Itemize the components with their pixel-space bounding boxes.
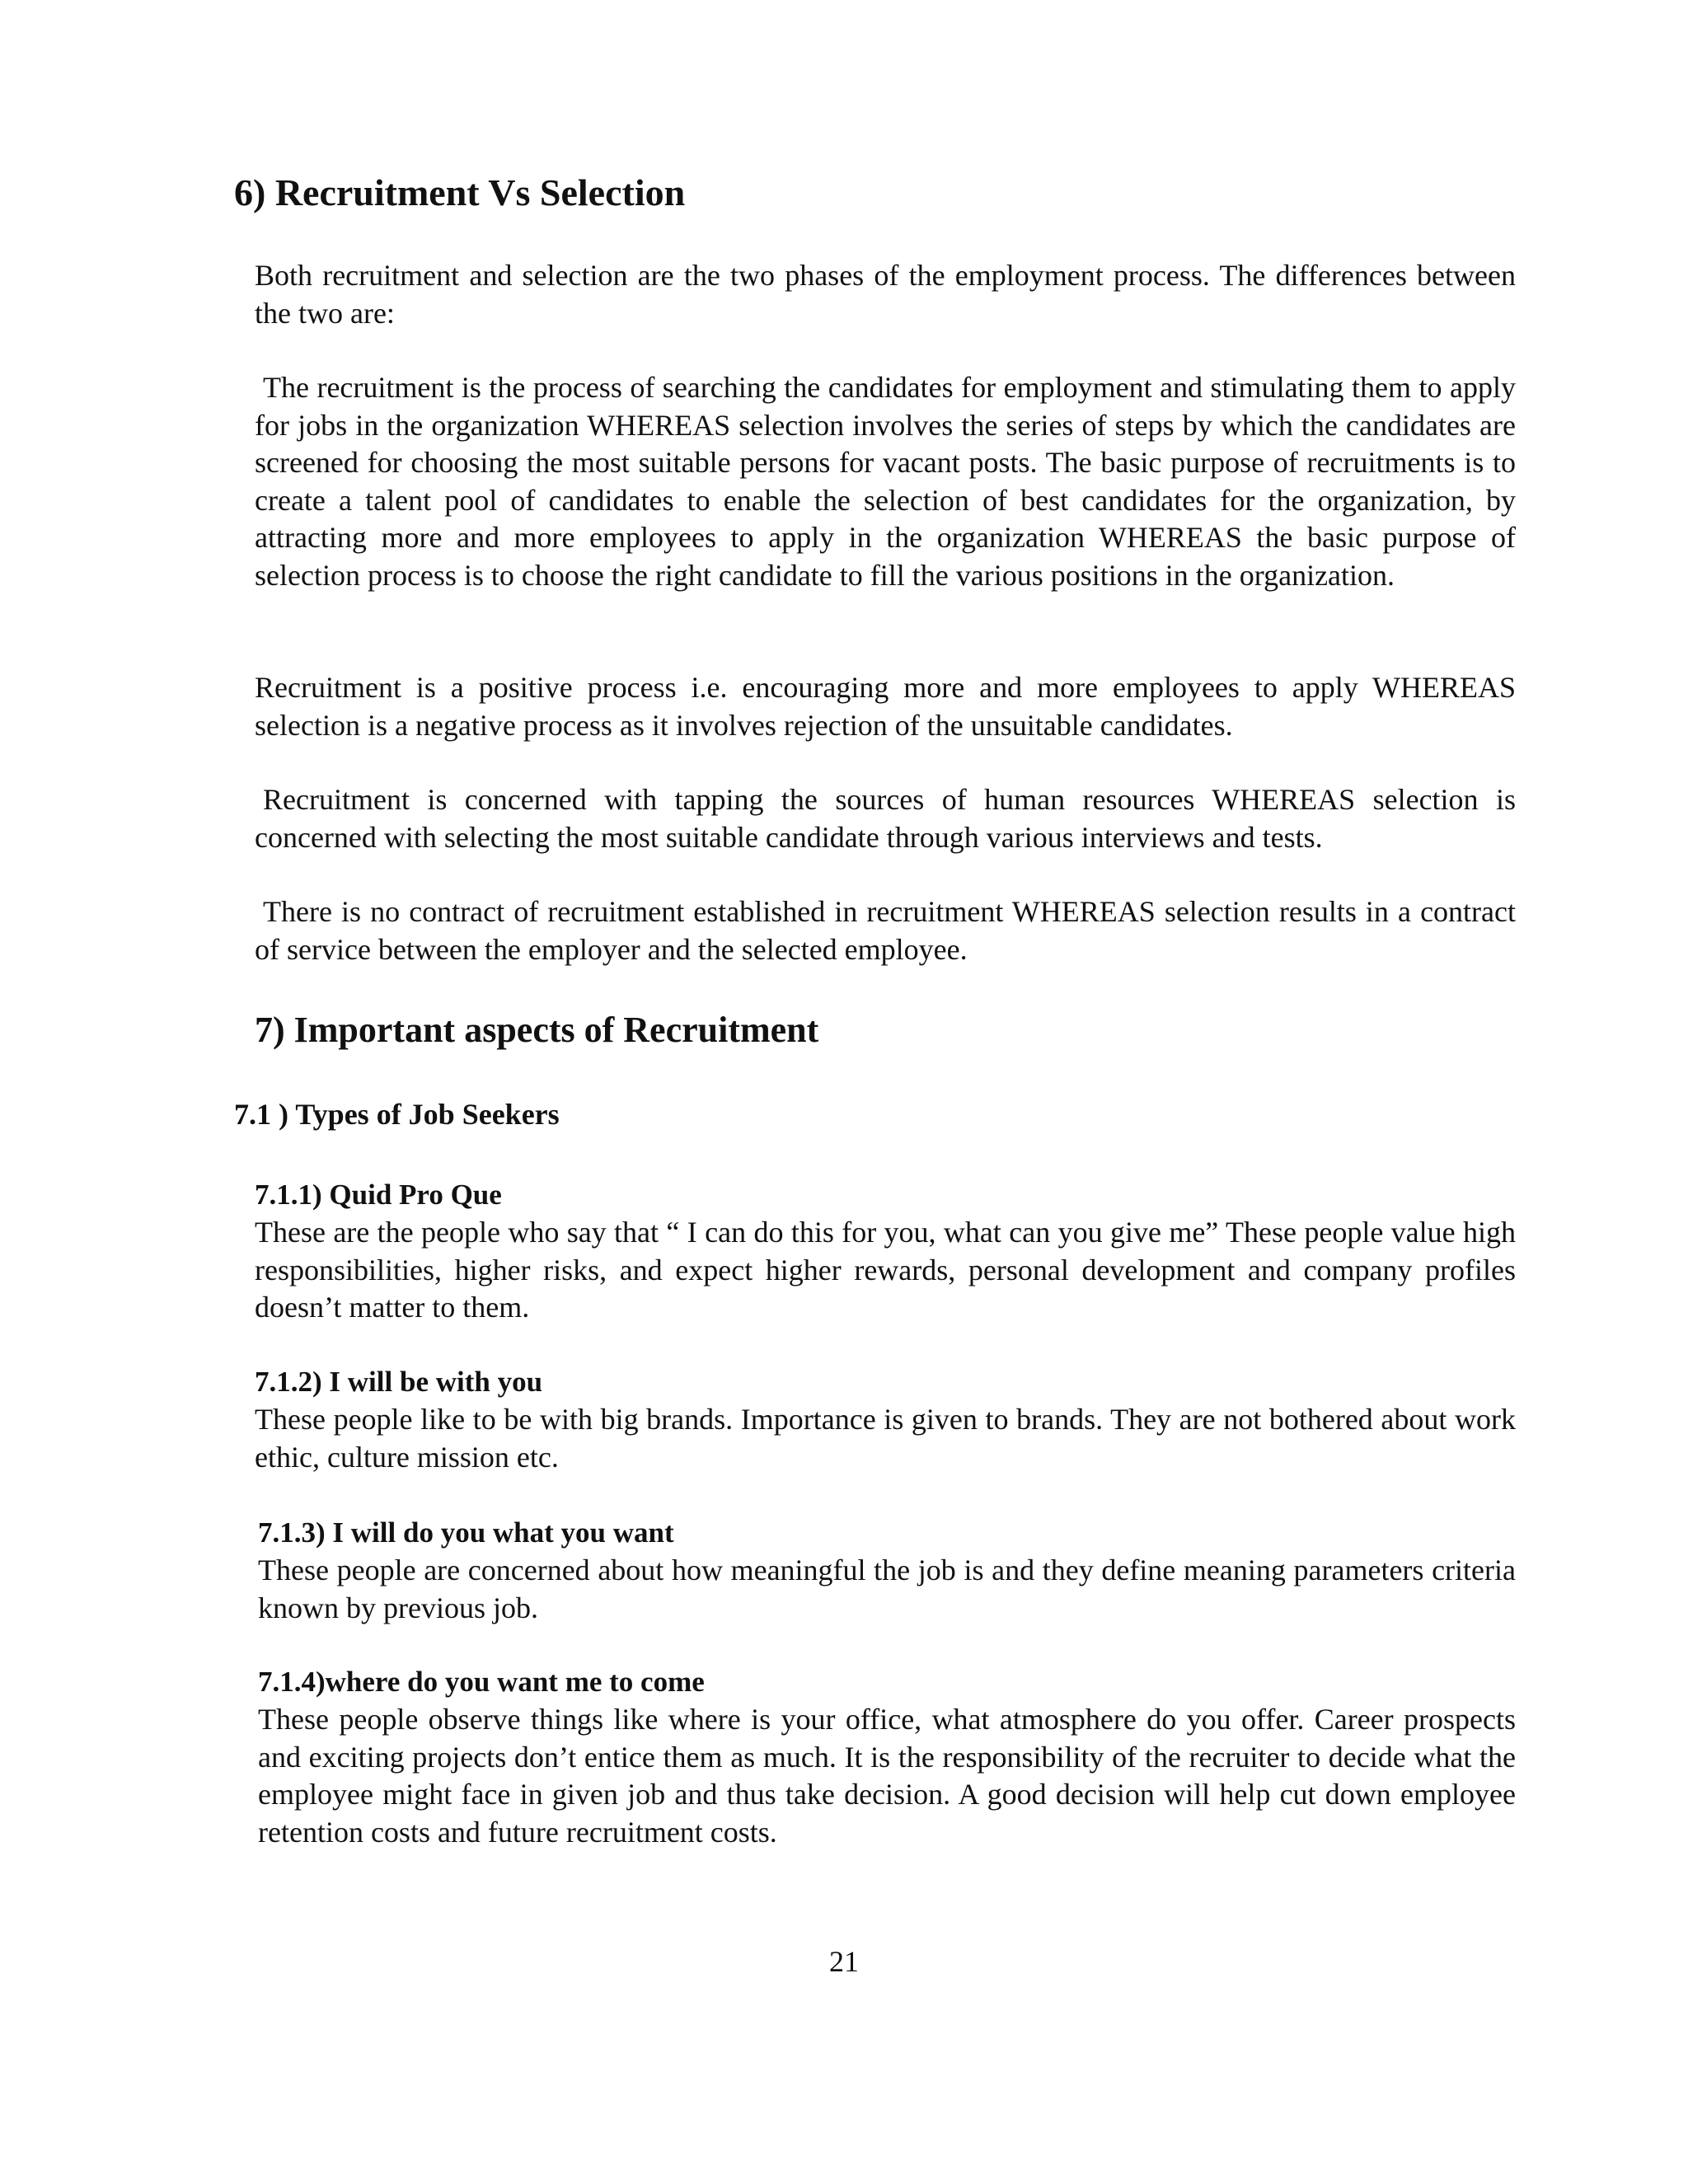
item-7-1-1-heading: 7.1.1) Quid Pro Que <box>255 1179 502 1211</box>
item-7-1-4-heading: 7.1.4)where do you want me to come <box>258 1666 705 1698</box>
section-6-intro-paragraph: Both recruitment and selection are the two phases of the employment process. The differences between the two are: <box>255 259 1516 330</box>
section-6-paragraph-contract: There is no contract of recruitment established in recruitment WHEREAS selection results in a contract of service between the employer and the selected employee. <box>255 895 1516 966</box>
item-7-1-3-heading: 7.1.3) I will do you what you want <box>258 1516 674 1549</box>
section-6-paragraph-process: The recruitment is the process of searching the candidates for employment and stimulating them to apply for jobs in the organization WHEREAS selection involves the series of steps by which the candidates are screened for choosing the most suitable persons for vacant posts. The basic purpose of recruitments is to create a talent pool of candidates to enable the selection of best candidates for the organization, by attracting more and more employees to apply in the organization WHEREAS the basic purpose of selection process is to choose the right candidate to fill the various positions in the organization. <box>255 371 1516 592</box>
section-7-heading: 7) Important aspects of Recruitment <box>255 1010 819 1050</box>
subsection-7-1-heading: 7.1 ) Types of Job Seekers <box>234 1098 560 1131</box>
item-7-1-4-text: These people observe things like where is your office, what atmosphere do you offer. Career prospects and exciting projects don’t entice them as much. It is the responsibility of the recruiter to decide what the employee might face in given job and thus take decision. A good decision will help cut down employee retention costs and future recruitment costs. <box>258 1703 1516 1849</box>
section-6-paragraph-sources: Recruitment is concerned with tapping the sources of human resources WHEREAS selection is concerned with selecting the most suitable candidate through various interviews and tests. <box>255 783 1516 854</box>
item-7-1-3-text: These people are concerned about how meaningful the job is and they define meaning parameters criteria known by previous job. <box>258 1554 1516 1624</box>
section-6-paragraph-positive-negative: Recruitment is a positive process i.e. encouraging more and more employees to apply WHEREAS selection is a negative process as it involves rejection of the unsuitable candidates. <box>255 671 1516 742</box>
item-7-1-2-heading: 7.1.2) I will be with you <box>255 1366 543 1398</box>
item-7-1-1-text: These are the people who say that “ I can do this for you, what can you give me” These people value high responsibilities, higher risks, and expect higher rewards, personal development and company profiles doesn’t matter to them. <box>255 1216 1516 1324</box>
item-7-1-2-text: These people like to be with big brands. Importance is given to brands. They are not bothered about work ethic, culture mission etc. <box>255 1403 1516 1474</box>
page-number: 21 <box>829 1945 859 1978</box>
section-6-heading: 6) Recruitment Vs Selection <box>234 171 686 213</box>
